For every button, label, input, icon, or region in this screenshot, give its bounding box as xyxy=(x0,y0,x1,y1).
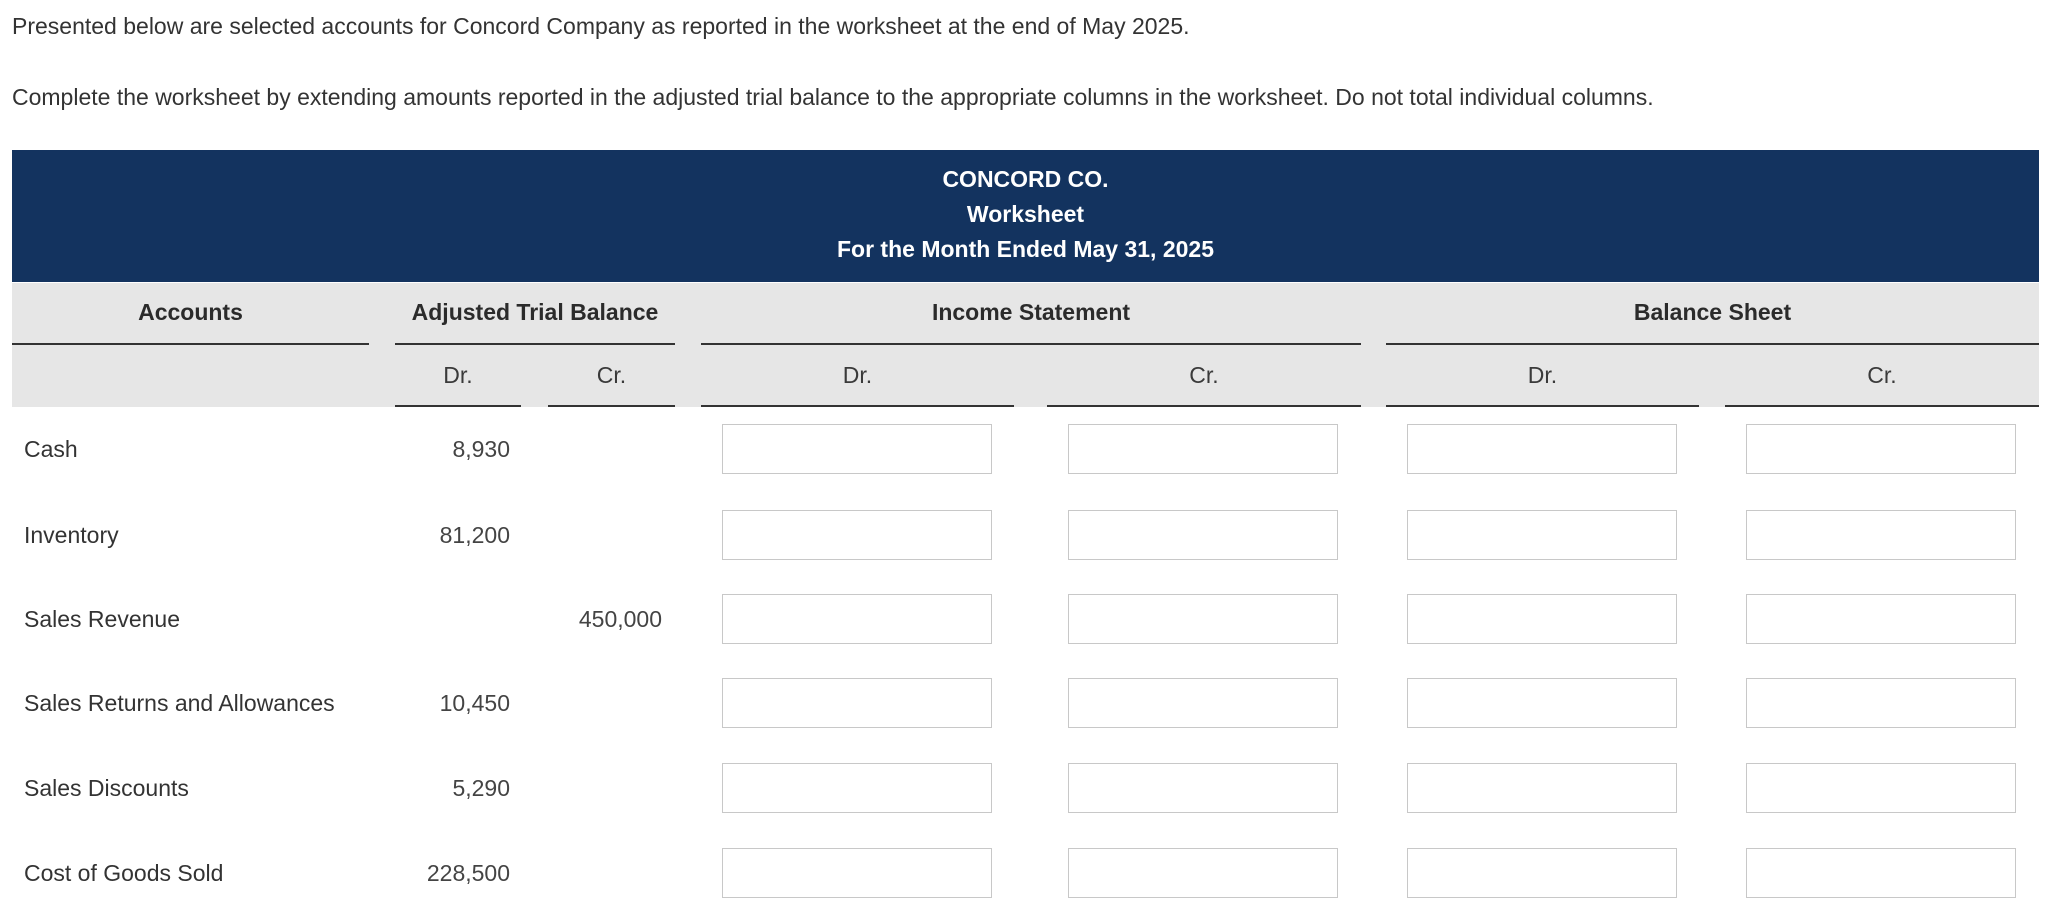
account-name: Cash xyxy=(24,436,78,462)
balance-sheet-cr-input[interactable] xyxy=(1746,763,2016,813)
atb-dr-amount: 8,930 xyxy=(452,436,510,462)
income-statement-dr-input[interactable] xyxy=(722,848,992,898)
balance-sheet-dr-input[interactable] xyxy=(1407,848,1677,898)
balance-cr-underline xyxy=(1725,405,2039,407)
income-cr-header: Cr. xyxy=(1189,362,1219,388)
income-statement-cr-input[interactable] xyxy=(1068,763,1338,813)
atb-dr-header: Dr. xyxy=(443,362,473,388)
instructions-line-2: Complete the worksheet by extending amounts reported in the adjusted trial balance to the appropriate columns in the worksheet. Do not total individual columns. xyxy=(12,84,1654,110)
income-cr-underline xyxy=(1047,405,1361,407)
worksheet-title-banner xyxy=(12,150,2039,282)
income-statement-dr-input[interactable] xyxy=(722,763,992,813)
balance-dr-header: Dr. xyxy=(1527,362,1558,388)
atb-header-underline xyxy=(395,343,675,345)
balance-cr-header: Cr. xyxy=(1867,362,1897,388)
adjusted-trial-balance-header: Adjusted Trial Balance xyxy=(411,299,659,325)
income-statement-cr-input[interactable] xyxy=(1068,848,1338,898)
balance-sheet-dr-input[interactable] xyxy=(1407,510,1677,560)
accounts-header-underline xyxy=(12,343,369,345)
instructions-line-1: Presented below are selected accounts for Concord Company as reported in the worksheet at the end of May 2025. xyxy=(12,13,1190,39)
income-statement-header: Income Statement xyxy=(931,299,1131,325)
income-statement-dr-input[interactable] xyxy=(722,594,992,644)
atb-dr-amount: 81,200 xyxy=(439,522,510,548)
worksheet-period: For the Month Ended May 31, 2025 xyxy=(836,236,1215,262)
atb-dr-amount: 5,290 xyxy=(452,775,510,801)
balance-sheet-dr-input[interactable] xyxy=(1407,424,1677,474)
income-statement-cr-input[interactable] xyxy=(1068,678,1338,728)
balance-sheet-cr-input[interactable] xyxy=(1746,848,2016,898)
income-statement-dr-input[interactable] xyxy=(722,510,992,560)
income-statement-dr-input[interactable] xyxy=(722,424,992,474)
account-name: Sales Revenue xyxy=(24,606,180,632)
balance-sheet-dr-input[interactable] xyxy=(1407,594,1677,644)
income-statement-cr-input[interactable] xyxy=(1068,424,1338,474)
balance-dr-underline xyxy=(1386,405,1699,407)
balance-sheet-dr-input[interactable] xyxy=(1407,763,1677,813)
account-name: Cost of Goods Sold xyxy=(24,860,224,886)
income-statement-dr-input[interactable] xyxy=(722,678,992,728)
company-name: CONCORD CO. xyxy=(942,166,1109,192)
income-statement-cr-input[interactable] xyxy=(1068,510,1338,560)
balance-sheet-cr-input[interactable] xyxy=(1746,678,2016,728)
balance-sheet-header-underline xyxy=(1386,343,2039,345)
account-name: Inventory xyxy=(24,522,119,548)
income-statement-header-underline xyxy=(701,343,1361,345)
balance-sheet-cr-input[interactable] xyxy=(1746,510,2016,560)
worksheet-title: Worksheet xyxy=(966,201,1085,227)
account-name: Sales Discounts xyxy=(24,775,189,801)
balance-sheet-header: Balance Sheet xyxy=(1633,299,1792,325)
income-dr-underline xyxy=(701,405,1014,407)
account-name: Sales Returns and Allowances xyxy=(24,690,335,716)
atb-dr-underline xyxy=(395,405,521,407)
income-dr-header: Dr. xyxy=(842,362,873,388)
accounts-column-header: Accounts xyxy=(138,299,243,325)
balance-sheet-cr-input[interactable] xyxy=(1746,424,2016,474)
atb-dr-amount: 10,450 xyxy=(439,690,510,716)
balance-sheet-dr-input[interactable] xyxy=(1407,678,1677,728)
income-statement-cr-input[interactable] xyxy=(1068,594,1338,644)
atb-dr-amount: 228,500 xyxy=(426,860,510,886)
atb-cr-header: Cr. xyxy=(596,362,627,388)
atb-cr-underline xyxy=(548,405,675,407)
balance-sheet-cr-input[interactable] xyxy=(1746,594,2016,644)
atb-cr-amount: 450,000 xyxy=(578,606,662,632)
